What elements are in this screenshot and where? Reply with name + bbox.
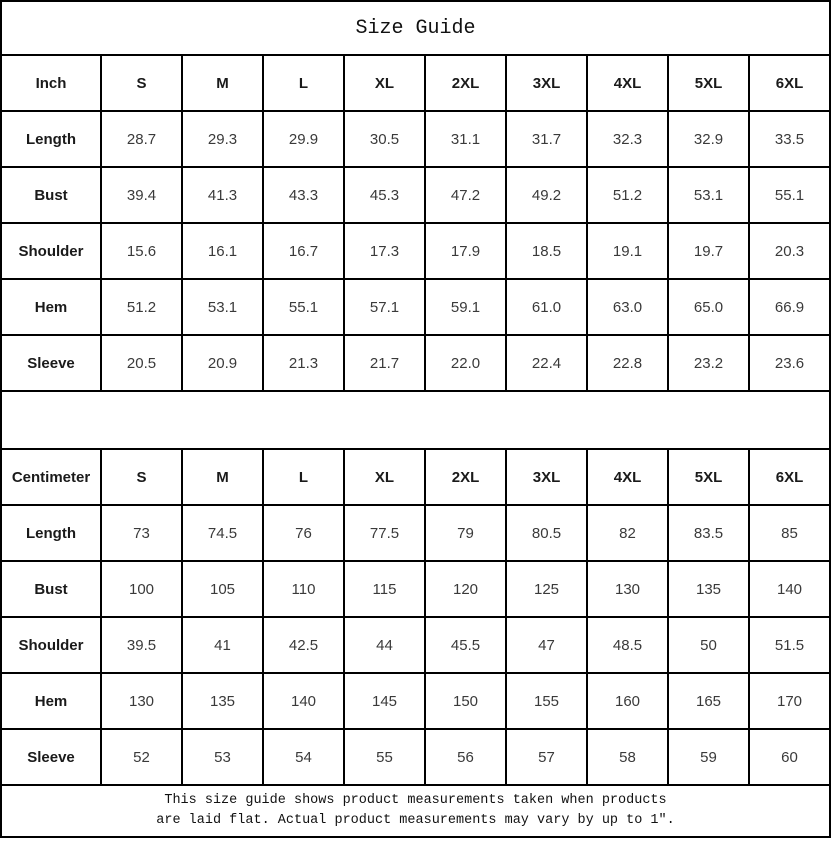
measurement-value: 130: [587, 561, 668, 617]
measurement-value: 100: [101, 561, 182, 617]
measurement-value: 140: [263, 673, 344, 729]
measurement-value: 20.3: [749, 223, 830, 279]
footer-note: [1, 785, 830, 837]
measurement-value: 43.3: [263, 167, 344, 223]
measurement-label: Length: [1, 505, 101, 561]
measurement-value: 53: [182, 729, 263, 785]
measurement-value: 21.3: [263, 335, 344, 391]
measurement-value: 16.7: [263, 223, 344, 279]
measurement-value: 57.1: [344, 279, 425, 335]
measurement-value: 74.5: [182, 505, 263, 561]
size-column-header-2xl: 2XL: [425, 55, 506, 111]
table-row: [1, 561, 830, 617]
measurement-value: 33.5: [749, 111, 830, 167]
measurement-value: 77.5: [344, 505, 425, 561]
table-row: [1, 167, 830, 223]
measurement-value: 41.3: [182, 167, 263, 223]
measurement-value: 54: [263, 729, 344, 785]
measurement-label: Sleeve: [1, 335, 101, 391]
measurement-label: Hem: [1, 279, 101, 335]
measurement-value: 120: [425, 561, 506, 617]
footer-row: [1, 785, 830, 837]
size-column-header-2xl: 2XL: [425, 449, 506, 505]
measurement-value: 32.3: [587, 111, 668, 167]
measurement-value: 83.5: [668, 505, 749, 561]
measurement-value: 17.3: [344, 223, 425, 279]
measurement-value: 47: [506, 617, 587, 673]
measurement-label: Bust: [1, 167, 101, 223]
measurement-value: 150: [425, 673, 506, 729]
measurement-value: 28.7: [101, 111, 182, 167]
measurement-value: 31.1: [425, 111, 506, 167]
measurement-value: 23.2: [668, 335, 749, 391]
spacer-row: [1, 391, 830, 449]
measurement-value: 63.0: [587, 279, 668, 335]
page-title: Size Guide: [1, 1, 830, 55]
measurement-label: Sleeve: [1, 729, 101, 785]
size-column-header-6xl: 6XL: [749, 55, 830, 111]
measurement-value: 55: [344, 729, 425, 785]
measurement-label: Bust: [1, 561, 101, 617]
measurement-value: 59: [668, 729, 749, 785]
measurement-value: 20.9: [182, 335, 263, 391]
size-column-header-4xl: 4XL: [587, 449, 668, 505]
measurement-value: 170: [749, 673, 830, 729]
measurement-value: 20.5: [101, 335, 182, 391]
table-row: [1, 505, 830, 561]
measurement-label: Shoulder: [1, 223, 101, 279]
inch-table-section: [1, 55, 830, 391]
measurement-value: 65.0: [668, 279, 749, 335]
measurement-value: 115: [344, 561, 425, 617]
spacer-cell: [1, 391, 830, 449]
unit-label: Centimeter: [1, 449, 101, 505]
measurement-value: 110: [263, 561, 344, 617]
measurement-value: 22.0: [425, 335, 506, 391]
measurement-value: 59.1: [425, 279, 506, 335]
measurement-value: 32.9: [668, 111, 749, 167]
measurement-value: 41: [182, 617, 263, 673]
measurement-value: 47.2: [425, 167, 506, 223]
size-column-header-s: S: [101, 449, 182, 505]
measurement-value: 19.1: [587, 223, 668, 279]
measurement-value: 22.4: [506, 335, 587, 391]
measurement-value: 53.1: [182, 279, 263, 335]
measurement-value: 165: [668, 673, 749, 729]
measurement-value: 82: [587, 505, 668, 561]
measurement-value: 50: [668, 617, 749, 673]
measurement-value: 55.1: [749, 167, 830, 223]
measurement-value: 135: [182, 673, 263, 729]
title-row: [1, 1, 830, 55]
measurement-value: 66.9: [749, 279, 830, 335]
measurement-value: 56: [425, 729, 506, 785]
measurement-value: 51.5: [749, 617, 830, 673]
measurement-value: 18.5: [506, 223, 587, 279]
cm-table-header-row: [1, 449, 830, 505]
measurement-value: 16.1: [182, 223, 263, 279]
inch-table-header-row: [1, 55, 830, 111]
measurement-value: 45.5: [425, 617, 506, 673]
table-row: [1, 223, 830, 279]
measurement-value: 145: [344, 673, 425, 729]
measurement-value: 23.6: [749, 335, 830, 391]
centimeter-table-section: [1, 449, 830, 785]
size-column-header-m: M: [182, 449, 263, 505]
measurement-value: 160: [587, 673, 668, 729]
measurement-value: 61.0: [506, 279, 587, 335]
measurement-value: 53.1: [668, 167, 749, 223]
measurement-value: 140: [749, 561, 830, 617]
measurement-value: 31.7: [506, 111, 587, 167]
table-row: [1, 111, 830, 167]
measurement-value: 155: [506, 673, 587, 729]
size-column-header-3xl: 3XL: [506, 55, 587, 111]
measurement-value: 55.1: [263, 279, 344, 335]
measurement-value: 85: [749, 505, 830, 561]
size-column-header-l: L: [263, 449, 344, 505]
measurement-label: Shoulder: [1, 617, 101, 673]
measurement-value: 130: [101, 673, 182, 729]
size-column-header-6xl: 6XL: [749, 449, 830, 505]
measurement-value: 79: [425, 505, 506, 561]
measurement-value: 48.5: [587, 617, 668, 673]
measurement-label: Length: [1, 111, 101, 167]
measurement-value: 105: [182, 561, 263, 617]
measurement-value: 57: [506, 729, 587, 785]
measurement-value: 29.3: [182, 111, 263, 167]
measurement-value: 58: [587, 729, 668, 785]
measurement-value: 21.7: [344, 335, 425, 391]
footer-note-line1: This size guide shows product measurements taken when products: [164, 793, 667, 809]
footer-note-line2: are laid flat. Actual product measurements may vary by up to 1″.: [156, 813, 675, 828]
measurement-value: 76: [263, 505, 344, 561]
measurement-value: 22.8: [587, 335, 668, 391]
measurement-value: 51.2: [587, 167, 668, 223]
measurement-value: 52: [101, 729, 182, 785]
size-column-header-xl: XL: [344, 55, 425, 111]
measurement-value: 29.9: [263, 111, 344, 167]
table-row: [1, 617, 830, 673]
size-column-header-xl: XL: [344, 449, 425, 505]
measurement-value: 125: [506, 561, 587, 617]
size-column-header-4xl: 4XL: [587, 55, 668, 111]
table-row: [1, 279, 830, 335]
measurement-value: 39.4: [101, 167, 182, 223]
measurement-value: 135: [668, 561, 749, 617]
size-column-header-l: L: [263, 55, 344, 111]
measurement-value: 45.3: [344, 167, 425, 223]
size-column-header-m: M: [182, 55, 263, 111]
measurement-label: Hem: [1, 673, 101, 729]
measurement-value: 44: [344, 617, 425, 673]
size-column-header-s: S: [101, 55, 182, 111]
table-row: [1, 335, 830, 391]
measurement-value: 39.5: [101, 617, 182, 673]
measurement-value: 42.5: [263, 617, 344, 673]
size-column-header-5xl: 5XL: [668, 449, 749, 505]
size-column-header-5xl: 5XL: [668, 55, 749, 111]
measurement-value: 80.5: [506, 505, 587, 561]
measurement-value: 17.9: [425, 223, 506, 279]
measurement-value: 73: [101, 505, 182, 561]
table-row: [1, 729, 830, 785]
measurement-value: 19.7: [668, 223, 749, 279]
measurement-value: 60: [749, 729, 830, 785]
measurement-value: 30.5: [344, 111, 425, 167]
measurement-value: 51.2: [101, 279, 182, 335]
table-row: [1, 673, 830, 729]
measurement-value: 49.2: [506, 167, 587, 223]
unit-label: Inch: [1, 55, 101, 111]
size-column-header-3xl: 3XL: [506, 449, 587, 505]
measurement-value: 15.6: [101, 223, 182, 279]
